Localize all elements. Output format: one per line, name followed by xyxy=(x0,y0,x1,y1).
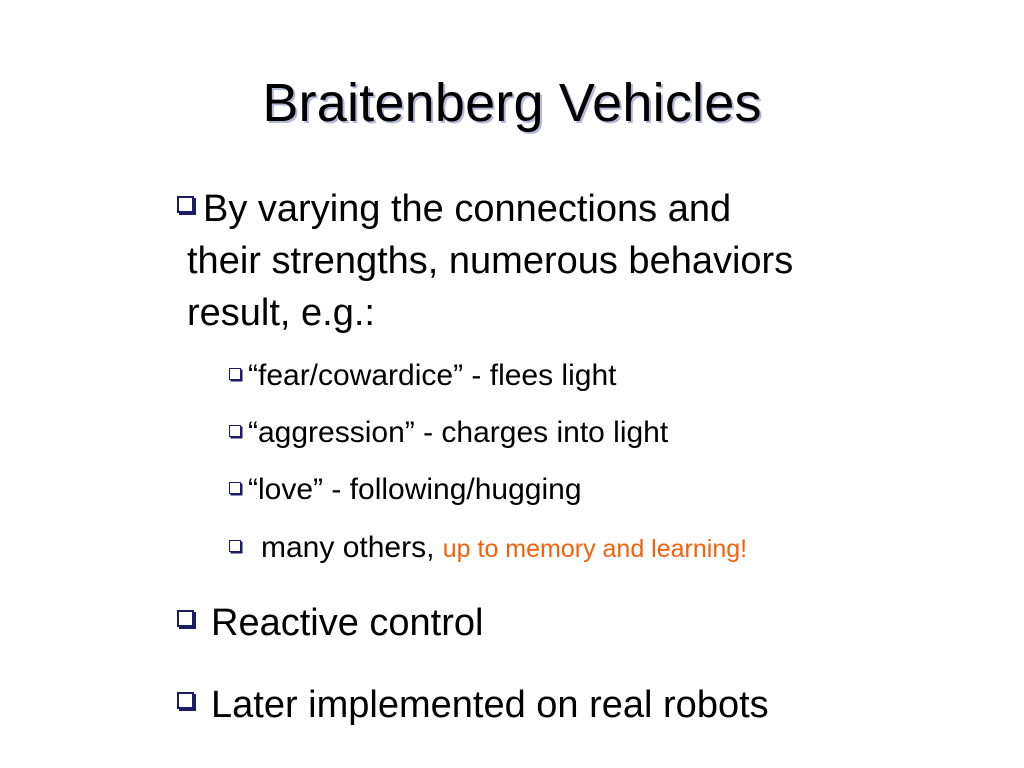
subbullet-main-text: many others, xyxy=(261,531,443,564)
bullet-line: By varying the connections and xyxy=(203,188,732,230)
bullet-text xyxy=(187,183,794,339)
bullet-text: Later implemented on real robots xyxy=(211,684,769,726)
bullet-text: Reactive control xyxy=(211,602,484,644)
bullet-real-robots xyxy=(177,679,769,731)
bullet-line: result, e.g.: xyxy=(187,292,375,334)
square-bullet-icon xyxy=(229,425,241,437)
subbullet-many-others xyxy=(229,529,747,568)
subbullet-love xyxy=(229,471,582,509)
subbullet-aggression xyxy=(229,414,668,452)
subbullet-text: “love” - following/hugging xyxy=(248,473,582,506)
square-bullet-icon xyxy=(229,368,241,380)
subbullet-text: “fear/cowardice” - flees light xyxy=(248,359,617,392)
square-bullet-icon xyxy=(177,196,194,213)
highlight-text: up to memory and learning! xyxy=(442,535,748,563)
subbullet-text xyxy=(261,529,747,568)
square-bullet-icon xyxy=(177,610,194,627)
subbullet-fear xyxy=(229,357,616,395)
bullet-reactive-control xyxy=(177,597,483,649)
square-bullet-icon xyxy=(229,540,241,552)
bullet-varying-connections xyxy=(177,183,793,339)
slide-title: Braitenberg Vehicles xyxy=(262,73,762,133)
square-bullet-icon xyxy=(229,482,241,494)
subbullet-text: “aggression” - charges into light xyxy=(248,416,669,449)
bullet-line: their strengths, numerous behaviors xyxy=(187,240,794,282)
square-bullet-icon xyxy=(177,692,194,709)
